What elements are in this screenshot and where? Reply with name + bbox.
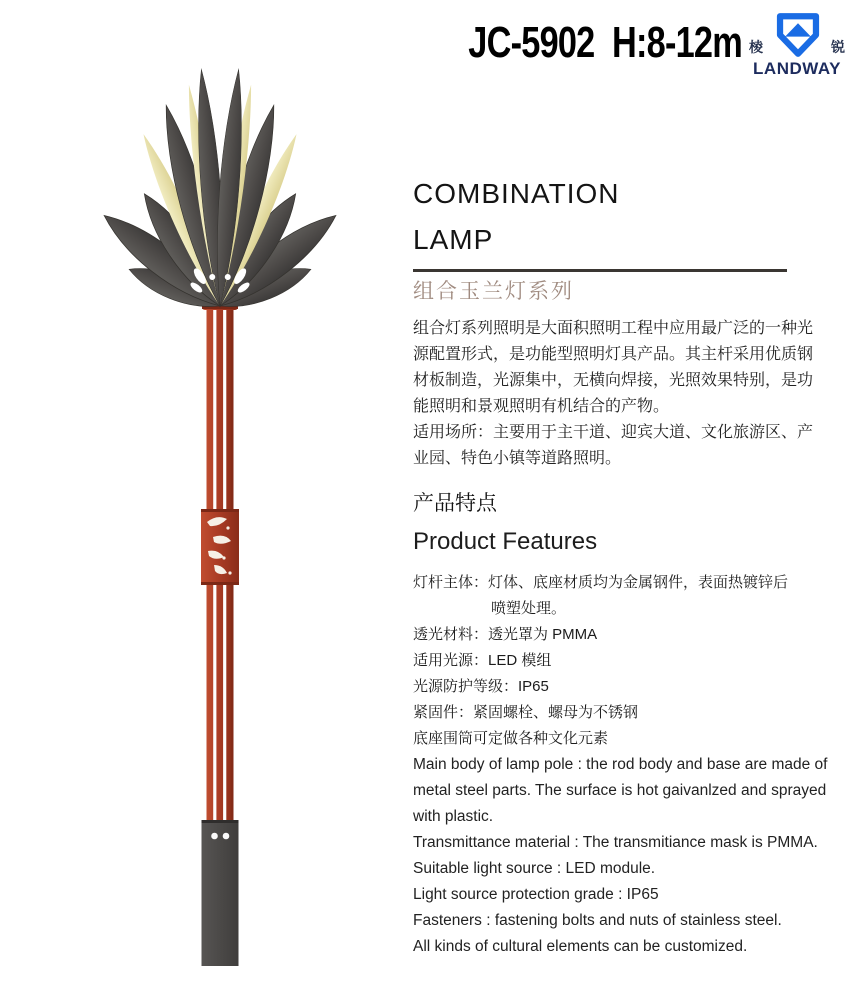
text-line: Suitable light source : LED module. <box>413 860 656 877</box>
product-description-cn <box>413 316 825 472</box>
landway-logo <box>746 12 848 90</box>
features-list-en <box>413 752 838 960</box>
text-line: 适用光源：LED 模组 <box>413 652 552 669</box>
product-title-line2: LAMP <box>413 224 494 255</box>
dark-base <box>202 820 239 966</box>
text-line: 光源防护等级：IP65 <box>413 678 549 695</box>
product-subtitle-cn: 组合玉兰灯系列 <box>413 280 574 303</box>
landway-shield-icon <box>773 12 823 58</box>
text-line: Main body of lamp pole : the rod body and base are made of metal steel parts. The surface is hot gaivanlzed and sprayed with plastic. <box>413 756 828 825</box>
text-line: 底座围筒可定做各种文化元素 <box>413 730 609 747</box>
logo-cn-left: 棱 <box>749 39 763 55</box>
magnolia-flower-head <box>95 69 345 318</box>
patterned-sleeve <box>201 509 239 585</box>
text-line: 透光材料：透光罩为 PMMA <box>413 626 598 643</box>
model-number: JC-5902 H:8-12m <box>468 18 742 67</box>
text-line: Fasteners : fastening bolts and nuts of stainless steel. <box>413 912 782 929</box>
logo-brand-text: LANDWAY <box>753 59 841 78</box>
features-list-cn <box>413 570 795 752</box>
text-line: 组合灯系列照明是大面积照明工程中应用最广泛的一种光源配置形式，是功能型照明灯具产品。其主杆采用优质钢材板制造，光源集中，无横向焊接，光照效果特别，是功能照明和景观照明有机结合的产物。 <box>413 320 814 415</box>
lamp-illustration <box>55 62 395 974</box>
features-heading-cn: 产品特点 <box>413 492 497 515</box>
text-line: All kinds of cultural elements can be customized. <box>413 938 748 955</box>
product-title-line1: COMBINATION <box>413 178 620 209</box>
text-line: 灯杆主体：灯体、底座材质均为金属钢件，表面热镀锌后喷塑处理。 <box>413 574 789 617</box>
text-line: 适用场所：主要用于主干道、迎宾大道、文化旅游区、产业园、特色小镇等道路照明。 <box>413 424 814 467</box>
text-line: Light source protection grade : IP65 <box>413 886 659 903</box>
product-info-column <box>413 178 847 960</box>
title-underline <box>413 269 787 272</box>
text-line: 紧固件：紧固螺栓、螺母为不锈钢 <box>413 704 639 721</box>
logo-cn-right: 锐 <box>831 39 845 55</box>
text-line: Transmittance material : The transmitiance mask is PMMA. <box>413 834 818 851</box>
features-heading-en: Product Features <box>413 528 598 555</box>
